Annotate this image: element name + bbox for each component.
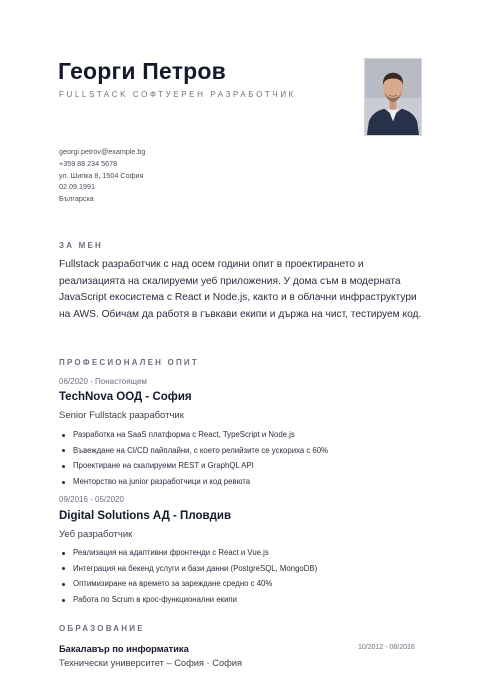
- job-bullets: [59, 427, 328, 490]
- job-bullet: Въвеждане на CI/CD пайплайни, с което релийзите се ускориха с 60%: [59, 443, 328, 459]
- education-dates: 10/2012 - 08/2016: [358, 644, 415, 651]
- job-company: TechNova ООД - София: [59, 391, 192, 403]
- contact-details: [59, 146, 145, 205]
- job-dates: 06/2020 - Понастоящем: [59, 377, 147, 386]
- contact-birthdate: 02.09.1991: [59, 182, 95, 192]
- contact-nationality: Българска: [59, 194, 94, 204]
- job-bullet: Интеграция на бекенд услуги и бази данни (PostgreSQL, MongoDB): [59, 561, 317, 577]
- job-bullet: Реализация на адаптивни фронтенди с React и Vue.js: [59, 545, 317, 561]
- education-degree: Бакалавър по информатика: [59, 644, 189, 654]
- job-bullets: [59, 545, 317, 608]
- job-role: Senior Fullstack разработчик: [59, 410, 184, 421]
- education-school: Технически университет – София · София: [59, 658, 242, 668]
- job-bullet: Оптимизиране на времето за зареждане средно с 40%: [59, 576, 317, 592]
- job-title: FULLSTACK СОФТУЕРЕН РАЗРАБОТЧИК: [59, 90, 296, 99]
- job-dates: 09/2016 - 05/2020: [59, 495, 124, 504]
- job-role: Уеб разработчик: [59, 529, 133, 540]
- profile-photo: [364, 58, 422, 136]
- experience-heading: ПРОФЕСИОНАЛЕН ОПИТ: [59, 358, 199, 367]
- about-heading: ЗА МЕН: [59, 241, 103, 250]
- contact-phone: +359 88 234 5678: [59, 158, 118, 168]
- contact-address: ул. Шипка 8, 1504 София: [59, 170, 144, 180]
- job-bullet: Работа по Scrum в крос-функционални екипи: [59, 592, 317, 608]
- job-company: Digital Solutions АД - Пловдив: [59, 510, 232, 522]
- about-text: Fullstack разработчик с над осем години опит в проектирането и реализацията на скалируеми уеб приложения. У дома съм в модерната JavaScript екосистема с React и Node.js, както и в облачни инфраструктури на AWS. Обичам да работя в гъвкави екипи и държа на чист, тестируем код.: [59, 259, 422, 320]
- education-heading: ОБРАЗОВАНИЕ: [59, 624, 145, 633]
- job-bullet: Проектиране на скалируеми REST и GraphQL API: [59, 458, 328, 474]
- contact-email: georgi.petrov@example.bg: [59, 147, 146, 156]
- job-bullet: Разработка на SaaS платформа с React, TypeScript и Node.js: [59, 427, 328, 443]
- job-bullet: Менторство на junior разработчици и код ревюта: [59, 474, 328, 490]
- candidate-name: Георги Петров: [58, 58, 226, 84]
